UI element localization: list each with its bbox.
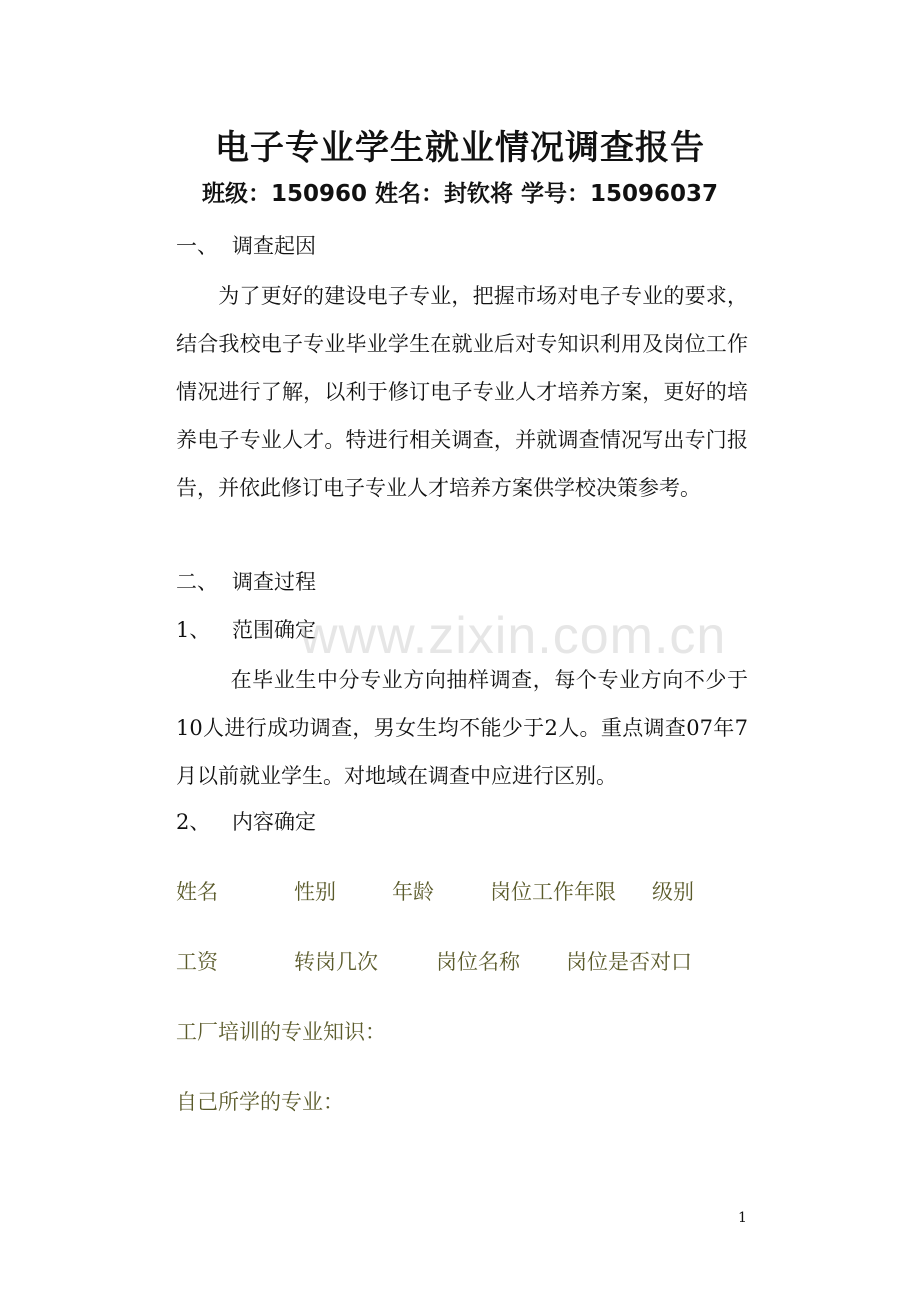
field-salary: 工资 [176,950,218,974]
section-2-heading [176,566,316,598]
field-position-matches: 岗位是否对口 [566,950,692,974]
section-1-paragraph-text: 为了更好的建设电子专业，把握市场对电子专业的要求，结合我校电子专业毕业学生在就业后对专知识利用及岗位工作情况进行了解，以利于修订电子专业人才培养方案，更好的培养电子专业人才。特进行相关调查，并就调查情况写出专门报告，并依此修订电子专业人才培养方案供学校决策参考。 [176,284,748,500]
field-own-major: 自己所学的专业： [176,1090,344,1114]
item-2-number: 2、 [176,810,211,834]
section-1-number: 一、 [176,234,218,258]
field-job-changes: 转岗几次 [294,950,378,974]
student-info: 班级：150960 姓名：封钦将 学号：15096037 [201,181,719,207]
item-2-title: 内容确定 [232,810,316,834]
document-title: 电子专业学生就业情况调查报告 [215,128,705,168]
item-1-paragraph [176,656,748,800]
field-level: 级别 [652,880,694,904]
field-years-in-position: 岗位工作年限 [490,880,616,904]
item-1-number: 1、 [176,618,211,642]
item-2-heading [176,806,316,838]
item-1-title: 范围确定 [232,618,316,642]
field-age: 年龄 [392,880,434,904]
field-name: 姓名 [176,880,218,904]
field-position-name: 岗位名称 [436,950,520,974]
section-1-heading [176,230,316,262]
field-gender: 性别 [294,880,336,904]
section-2-number: 二、 [176,570,218,594]
item-1-heading [176,614,316,646]
section-2-title: 调查过程 [232,570,316,594]
section-1-paragraph [176,272,748,512]
field-factory-training: 工厂培训的专业知识： [176,1020,386,1044]
page-number: 1 [738,1210,747,1226]
section-1-title: 调查起因 [232,234,316,258]
item-1-paragraph-text: 在毕业生中分专业方向抽样调查，每个专业方向不少于10人进行成功调查，男女生均不能少于2人。重点调查07年7月以前就业学生。对地域在调查中应进行区别。 [176,668,748,788]
watermark: www.zixin.com.cn [300,607,727,665]
